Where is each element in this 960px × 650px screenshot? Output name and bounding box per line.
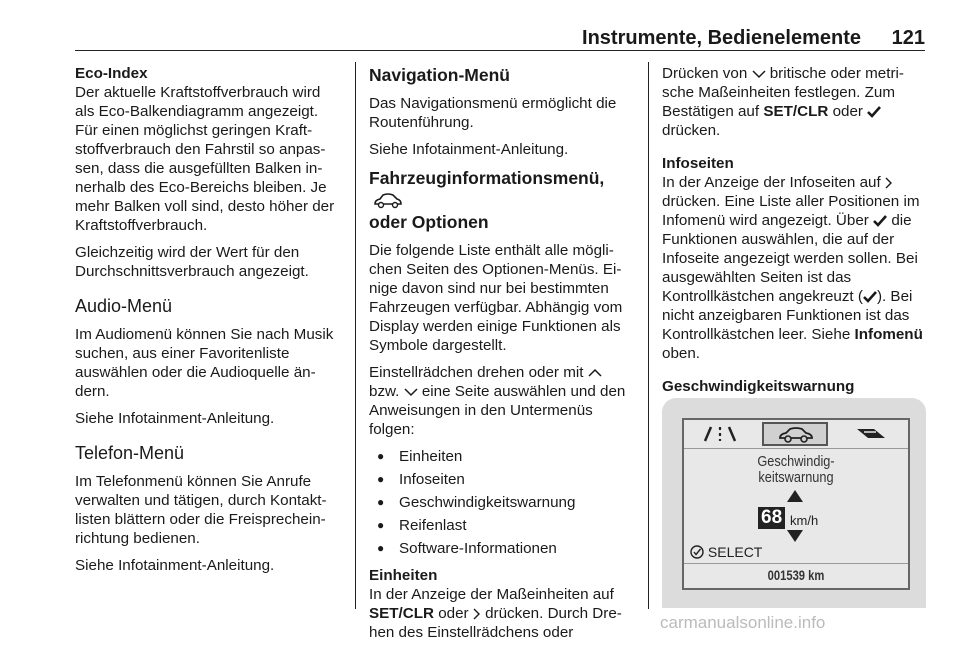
info-text-d: ). Bei nicht anzeigbaren Funktionen ist das Kontrollkästchen leer. Siehe <box>662 288 913 343</box>
display-separator <box>684 448 908 449</box>
display-title <box>701 454 891 486</box>
chevron-down-icon <box>752 69 766 79</box>
vehicle-info-heading-a: Fahrzeuginformationsmenü, <box>369 168 605 188</box>
road-icon <box>702 424 738 444</box>
units-heading: Einheiten <box>369 567 438 584</box>
phone-paragraph-1: Im Telefonmenü können Sie Anrufe verwalten und tätigen, durch Kontaktlisten blättern oder die Freisprecheinrichtung bedienen. <box>75 473 327 547</box>
units-continued-paragraph <box>662 64 926 140</box>
car-icon <box>778 427 814 443</box>
info-pages-heading: Infoseiten <box>662 155 734 172</box>
checkmark-icon <box>873 215 887 227</box>
page-header <box>75 24 925 51</box>
audio-paragraph-1: Im Audiomenü können Sie nach Musik suchen, aus einer Favoritenliste auswählen oder die Audioquelle ändern. <box>75 326 334 400</box>
display-tab-vehicle <box>762 422 828 446</box>
chevron-down-icon <box>404 387 418 397</box>
eco-paragraph-1: Der aktuelle Kraftstoffverbrauch wird als Eco-Balkendiagramm angezeigt. Für einen möglichst geringen Kraftstoffverbrauch den Fahrstil so anpassen, dass die ausgefüllten Balken innerhalb des Eco-Bereichs bleiben. Je mehr Balken voll sind, desto höher der Kraftstoffverbrauch. <box>75 84 335 234</box>
vehicle-info-paragraph-1: Die folgende Liste enthält alle möglichen Seiten des Optionen-Menüs. Einige davon sind nur bei bestimmten Fahrzeugen verfügbar. Abhängig vom Display werden einige Funktionen als Symbole dargestellt. <box>369 242 623 354</box>
car-icon <box>373 193 403 209</box>
display-tab-row <box>684 422 908 446</box>
set-clr-label: SET/CLR <box>763 103 829 120</box>
eco-heading: Eco-Index <box>75 65 148 82</box>
watermark: carmanualsonline.info <box>660 613 826 632</box>
check-circle-icon <box>690 545 704 559</box>
display-title-line-1: Geschwindig- <box>757 453 835 470</box>
checkmark-icon <box>863 291 877 303</box>
info-text-b: drücken. Eine Liste aller Positionen im Infomenü wird angezeigt. Über <box>662 193 920 229</box>
units-text-c: drücken. Durch Drehen des Einstellrädchens oder <box>369 605 622 641</box>
vehicle-info-text-c: eine Seite auswählen und den Anweisungen in den Untermenüs folgen: <box>369 383 626 438</box>
display-title-line-2: keitswarnung <box>758 469 834 486</box>
info-text-c: die Funktionen auswählen, die auf der Infoseite angezeigt werden sollen. Bei ausgewählten Seiten ist das Kontrollkästchen angekreuzt ( <box>662 212 918 305</box>
speed-warning-heading: Geschwindigkeitswarnung <box>662 378 855 395</box>
vehicle-info-text-a: Einstellrädchen drehen oder mit <box>369 364 584 381</box>
list-item: ● Infoseiten <box>369 470 634 489</box>
navigation-paragraph-1: Das Navigationsmenü ermöglicht die Routenführung. <box>369 95 617 131</box>
units-paragraph <box>369 585 634 642</box>
vehicle-info-heading <box>369 167 634 233</box>
infomenu-reference: Infomenü <box>854 326 923 343</box>
instrument-display-illustration <box>662 398 926 608</box>
vehicle-info-heading-b: oder Optionen <box>369 212 489 232</box>
column-3 <box>662 64 926 396</box>
column-1 <box>75 64 343 583</box>
list-item: ● Reifenlast <box>369 516 634 535</box>
audio-paragraph-2: Siehe Infotainment-Anleitung. <box>75 410 275 427</box>
chevron-up-icon <box>588 368 602 378</box>
triangle-up-icon <box>787 490 803 502</box>
column-divider-2 <box>648 62 649 609</box>
list-item: ● Einheiten <box>369 447 634 466</box>
checkmark-icon <box>867 106 881 118</box>
navigation-paragraph-2: Siehe Infotainment-Anleitung. <box>369 141 569 158</box>
display-screen <box>682 418 910 590</box>
units-cont-text-c: oder <box>832 103 863 120</box>
select-indicator <box>690 544 762 560</box>
units-text-a: In der Anzeige der Maßeinheiten auf <box>369 586 614 603</box>
chevron-right-icon <box>885 177 893 189</box>
phone-heading: Telefon-Menü <box>75 443 185 463</box>
header-title: Instrumente, Bedienelemente <box>582 27 861 49</box>
info-pages-paragraph <box>662 173 926 363</box>
options-list <box>369 447 634 558</box>
page-number: 121 <box>891 27 925 49</box>
units-cont-text-b: britische oder metrische Maßeinheiten festlegen. Zum Bestätigen auf <box>662 65 904 120</box>
info-text-e: oben. <box>662 345 701 362</box>
list-item: ● Geschwindigkeitswarnung <box>369 493 634 512</box>
speed-value: 68 <box>758 507 785 529</box>
navigation-heading: Navigation-Menü <box>369 65 510 85</box>
list-item: ● Software-Informationen <box>369 539 634 558</box>
speed-unit: km/h <box>790 513 819 528</box>
chevron-right-icon <box>473 608 481 620</box>
units-text-b: oder <box>438 605 469 622</box>
column-2 <box>369 64 634 650</box>
vehicle-info-paragraph-2 <box>369 363 634 439</box>
triangle-down-icon <box>787 530 803 542</box>
info-text-a: In der Anzeige der Infoseiten auf <box>662 174 881 191</box>
select-label: SELECT <box>707 544 763 560</box>
units-cont-text-a: Drücken von <box>662 65 748 82</box>
phone-paragraph-2: Siehe Infotainment-Anleitung. <box>75 557 275 574</box>
eco-paragraph-2: Gleichzeitig wird der Wert für den Durchschnittsverbrauch angezeigt. <box>75 244 309 280</box>
route-icon <box>854 425 888 443</box>
vehicle-info-text-b: bzw. <box>369 383 400 400</box>
odometer-reading: 001539 km <box>767 567 825 583</box>
audio-heading: Audio-Menü <box>75 296 173 316</box>
units-cont-text-d: drücken. <box>662 122 721 139</box>
set-clr-label: SET/CLR <box>369 605 434 622</box>
column-divider-1 <box>355 62 356 609</box>
odometer-separator <box>684 563 908 564</box>
